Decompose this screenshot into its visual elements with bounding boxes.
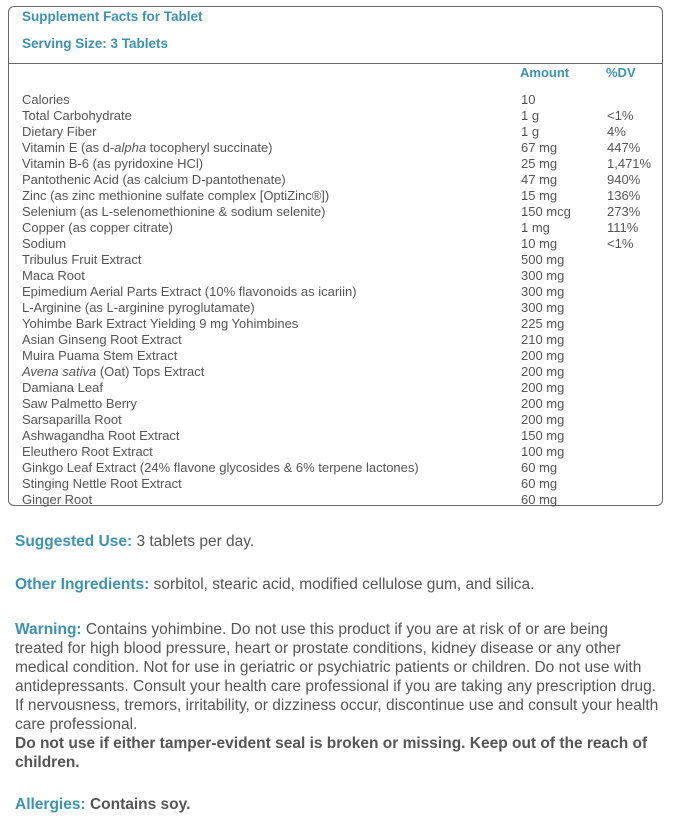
- amount-column-header: Amount: [520, 65, 570, 80]
- nutrient-name: Sodium: [22, 236, 67, 251]
- suggested-use-text: 3 tablets per day.: [132, 533, 255, 550]
- nutrient-name: Asian Ginseng Root Extract: [22, 332, 182, 347]
- nutrient-name: Damiana Leaf: [22, 380, 103, 395]
- nutrient-amount: 150 mg: [521, 428, 565, 443]
- nutrient-amount: 300 mg: [521, 300, 565, 315]
- nutrient-name: Calories: [22, 92, 70, 107]
- nutrient-name: Maca Root: [22, 268, 85, 283]
- nutrient-amount: 200 mg: [521, 396, 565, 411]
- header-divider: [9, 63, 662, 64]
- allergies-label: Allergies:: [15, 796, 86, 813]
- nutrient-dv: <1%: [607, 108, 634, 123]
- nutrient-amount: 210 mg: [521, 332, 565, 347]
- table-row: [22, 492, 662, 508]
- nutrient-dv: 4%: [607, 124, 626, 139]
- table-row: [22, 364, 662, 380]
- table-row: [22, 124, 662, 140]
- nutrient-amount: 500 mg: [521, 252, 565, 267]
- other-ingredients: [15, 575, 660, 594]
- nutrient-amount: 1 g: [521, 124, 540, 139]
- nutrient-name: Ginkgo Leaf Extract (24% flavone glycosides & 6% terpene lactones): [22, 460, 419, 475]
- serving-size: Serving Size: 3 Tablets: [22, 36, 169, 51]
- warning: [15, 620, 660, 772]
- table-row: [22, 220, 662, 236]
- nutrient-name: Avena sativa (Oat) Tops Extract: [22, 364, 205, 379]
- nutrient-list: [22, 92, 662, 508]
- table-row: [22, 156, 662, 172]
- nutrient-amount: 200 mg: [521, 380, 565, 395]
- warning-label: Warning:: [15, 621, 82, 638]
- nutrient-amount: 300 mg: [521, 268, 565, 283]
- allergies: [15, 795, 660, 814]
- nutrient-name: Muira Puama Stem Extract: [22, 348, 178, 363]
- nutrient-amount: 200 mg: [521, 364, 565, 379]
- nutrient-name: Saw Palmetto Berry: [22, 396, 137, 411]
- nutrient-amount: 60 mg: [521, 460, 558, 475]
- table-row: [22, 460, 662, 476]
- nutrient-amount: 60 mg: [521, 476, 558, 491]
- nutrient-name: Yohimbe Bark Extract Yielding 9 mg Yohimbines: [22, 316, 299, 331]
- nutrient-name: Stinging Nettle Root Extract: [22, 476, 182, 491]
- nutrient-dv: 136%: [607, 188, 641, 203]
- nutrient-name: Ashwagandha Root Extract: [22, 428, 180, 443]
- table-row: [22, 204, 662, 220]
- nutrient-name: Zinc (as zinc methionine sulfate complex [OptiZinc®]): [22, 188, 330, 203]
- table-row: [22, 108, 662, 124]
- nutrient-name: Sarsaparilla Root: [22, 412, 122, 427]
- table-row: [22, 380, 662, 396]
- table-row: [22, 444, 662, 460]
- table-row: [22, 252, 662, 268]
- table-row: [22, 332, 662, 348]
- table-row: [22, 284, 662, 300]
- nutrient-name: Tribulus Fruit Extract: [22, 252, 142, 267]
- nutrient-amount: 200 mg: [521, 412, 565, 427]
- nutrient-dv: <1%: [607, 236, 634, 251]
- nutrient-name: Epimedium Aerial Parts Extract (10% flavonoids as icariin): [22, 284, 357, 299]
- table-row: [22, 476, 662, 492]
- table-row: [22, 268, 662, 284]
- nutrient-amount: 1 g: [521, 108, 540, 123]
- nutrient-dv: 940%: [607, 172, 641, 187]
- table-row: [22, 172, 662, 188]
- nutrient-amount: 100 mg: [521, 444, 565, 459]
- nutrient-dv: 447%: [607, 140, 641, 155]
- nutrient-name: Vitamin B-6 (as pyridoxine HCl): [22, 156, 204, 171]
- table-row: [22, 412, 662, 428]
- nutrient-amount: 15 mg: [521, 188, 558, 203]
- nutrient-amount: 150 mcg: [521, 204, 571, 219]
- nutrient-name: Dietary Fiber: [22, 124, 97, 139]
- table-row: [22, 428, 662, 444]
- nutrient-amount: 60 mg: [521, 492, 558, 507]
- allergies-text: Contains soy.: [85, 796, 191, 813]
- nutrient-amount: 67 mg: [521, 140, 558, 155]
- nutrient-amount: 200 mg: [521, 348, 565, 363]
- table-row: [22, 396, 662, 412]
- nutrient-amount: 25 mg: [521, 156, 558, 171]
- nutrient-name: Copper (as copper citrate): [22, 220, 174, 235]
- nutrient-name: Selenium (as L-selenomethionine & sodium selenite): [22, 204, 326, 219]
- nutrient-amount: 47 mg: [521, 172, 558, 187]
- nutrient-amount: 300 mg: [521, 284, 565, 299]
- table-row: [22, 92, 662, 108]
- nutrient-amount: 10: [521, 92, 536, 107]
- nutrient-amount: 1 mg: [521, 220, 550, 235]
- nutrient-name: Eleuthero Root Extract: [22, 444, 153, 459]
- suggested-use-label: Suggested Use:: [15, 533, 133, 550]
- supplement-facts-panel: [8, 6, 663, 506]
- warning-text: Contains yohimbine. Do not use this product if you are at risk of or are being treated for high blood pressure, heart or prostate conditions, kidney disease or any other medical condition. Not for use in geriatric or psychiatric patients or children. Do not use with antidepressants. Consult your health care professional if you are taking any prescription drug. If nervousness, tremors, irritability, or dizziness occur, discontinue use and consult your health care professional.: [15, 621, 659, 733]
- nutrient-name: L-Arginine (as L-arginine pyroglutamate): [22, 300, 255, 315]
- other-ingredients-text: sorbitol, stearic acid, modified cellulose gum, and silica.: [149, 576, 535, 593]
- nutrient-name: Ginger Root: [22, 492, 93, 507]
- nutrient-name: Pantothenic Acid (as calcium D-pantothenate): [22, 172, 286, 187]
- table-row: [22, 140, 662, 156]
- table-row: [22, 188, 662, 204]
- panel-title: Supplement Facts for Tablet: [22, 9, 203, 24]
- nutrient-name: Total Carbohydrate: [22, 108, 132, 123]
- nutrient-dv: 111%: [607, 220, 639, 235]
- other-ingredients-label: Other Ingredients:: [15, 576, 150, 593]
- warning-bold-text: Do not use if either tamper-evident seal is broken or missing. Keep out of the reach of children.: [15, 735, 648, 771]
- table-row: [22, 236, 662, 252]
- nutrient-amount: 225 mg: [521, 316, 565, 331]
- nutrient-dv: 1,471%: [607, 156, 652, 171]
- nutrient-amount: 10 mg: [521, 236, 558, 251]
- nutrient-name: Vitamin E (as d-alpha tocopheryl succinate): [22, 140, 273, 155]
- nutrient-dv: 273%: [607, 204, 641, 219]
- table-row: [22, 316, 662, 332]
- table-row: [22, 300, 662, 316]
- suggested-use: [15, 532, 660, 551]
- table-row: [22, 348, 662, 364]
- dv-column-header: %DV: [606, 65, 636, 80]
